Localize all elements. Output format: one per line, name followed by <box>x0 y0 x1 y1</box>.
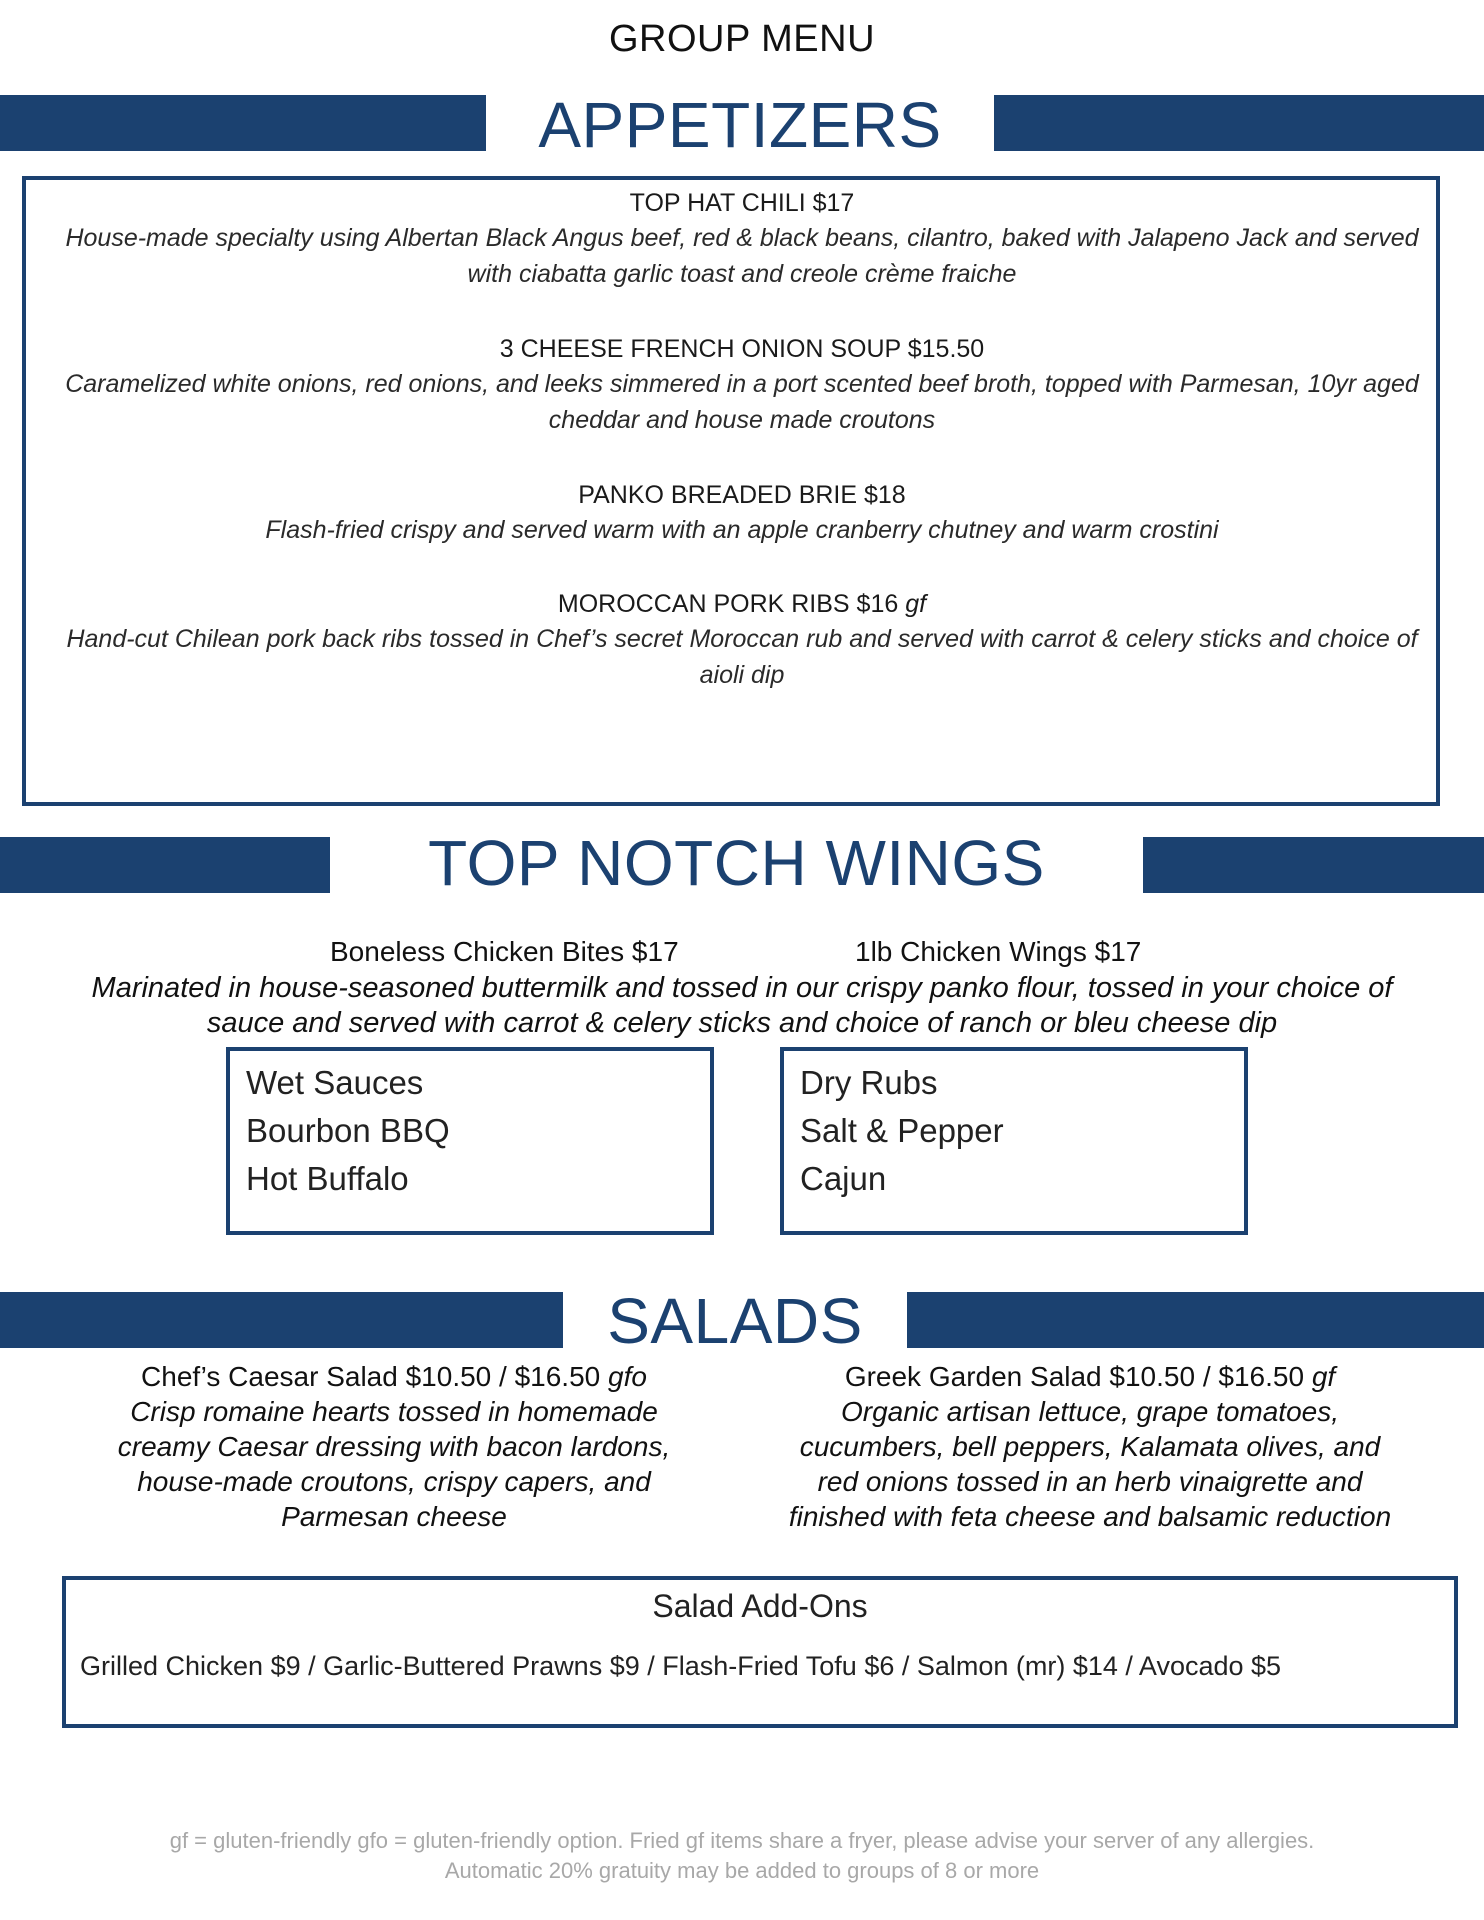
caesar-salad <box>100 1359 688 1534</box>
section-bar-left <box>0 95 486 151</box>
gluten-tag: gf <box>1311 1361 1336 1392</box>
wings-desc: Marinated in house-seasoned buttermilk and tossed in our crispy panko flour, tossed in your choice of sauce and served with carrot & celery sticks and choice of ranch or bleu cheese dip <box>91 972 1393 1039</box>
wet-sauces-title: Wet Sauces <box>246 1064 424 1101</box>
salad-desc: Crisp romaine hearts tossed in homemade creamy Caesar dressing with bacon lardons, house-made croutons, crispy capers, and Parmesan cheese <box>117 1396 671 1532</box>
chicken-wings-title: 1lb Chicken Wings $17 <box>855 936 1142 967</box>
appetizer-item <box>58 332 1426 438</box>
item-desc: Flash-fried crispy and served warm with an apple cranberry chutney and warm crostini <box>265 516 1219 544</box>
gluten-tag: gfo <box>608 1361 647 1392</box>
item-desc: House-made specialty using Albertan Black Angus beef, red & black beans, cilantro, baked with Jalapeno Jack and served with ciabatta garlic toast and creole crème fraiche <box>65 224 1419 288</box>
item-name-row <box>58 587 1426 621</box>
item-name: TOP HAT CHILI $17 <box>629 189 855 217</box>
wings-heading: TOP NOTCH WINGS <box>428 827 1045 899</box>
allergy-note: gf = gluten-friendly gfo = gluten-friendly option. Fried gf items share a fryer, please advise your server of any allergies. <box>169 1828 1315 1853</box>
page-title: GROUP MENU <box>608 18 876 60</box>
item-desc: Caramelized white onions, red onions, and leeks simmered in a port scented beef broth, topped with Parmesan, 10yr aged cheddar and house made croutons <box>65 370 1419 434</box>
appetizer-item <box>58 587 1426 693</box>
salad-name-row <box>780 1359 1400 1394</box>
gratuity-note: Automatic 20% gratuity may be added to groups of 8 or more <box>444 1858 1040 1883</box>
salad-name-row <box>100 1359 688 1394</box>
appetizer-item <box>40 478 1444 548</box>
rub-item: Cajun <box>800 1160 887 1197</box>
addons-list: Grilled Chicken $9 / Garlic-Buttered Prawns $9 / Flash-Fried Tofu $6 / Salmon (mr) $14 / Avocado $5 <box>80 1651 1282 1681</box>
addons-title: Salad Add-Ons <box>652 1588 868 1624</box>
section-bar-right <box>994 95 1484 151</box>
item-desc: Hand-cut Chilean pork back ribs tossed in Chef’s secret Moroccan rub and served with carrot & celery sticks and choice of aioli dip <box>66 625 1418 689</box>
greek-salad <box>780 1359 1400 1534</box>
gluten-tag: gf <box>905 590 927 618</box>
appetizer-item <box>40 186 1444 292</box>
salad-name: Greek Garden Salad $10.50 / $16.50 <box>844 1361 1305 1392</box>
salad-addons-box <box>62 1576 1458 1728</box>
item-name: 3 CHEESE FRENCH ONION SOUP $15.50 <box>499 335 985 363</box>
sauce-item: Bourbon BBQ <box>246 1112 450 1149</box>
section-bar-right <box>907 1292 1484 1348</box>
boneless-bites-title: Boneless Chicken Bites $17 <box>330 936 679 967</box>
item-name: PANKO BREADED BRIE $18 <box>578 481 906 509</box>
sauce-item: Hot Buffalo <box>246 1160 409 1197</box>
section-bar-right <box>1143 837 1484 893</box>
wet-sauces-box <box>226 1047 714 1235</box>
salad-desc: Organic artisan lettuce, grape tomatoes, cucumbers, bell peppers, Kalamata olives, and red onions tossed in an herb vinaigrette and finished with feta cheese and balsamic reduction <box>788 1396 1392 1532</box>
salad-name: Chef’s Caesar Salad $10.50 / $16.50 <box>141 1361 601 1392</box>
dry-rubs-title: Dry Rubs <box>800 1064 938 1101</box>
section-bar-left <box>0 837 330 893</box>
salads-heading: SALADS <box>607 1285 863 1357</box>
rub-item: Salt & Pepper <box>800 1112 1004 1149</box>
section-bar-left <box>0 1292 563 1348</box>
item-name: MOROCCAN PORK RIBS $16 <box>557 590 899 618</box>
appetizers-heading: APPETIZERS <box>538 89 942 161</box>
dry-rubs-box <box>780 1047 1248 1235</box>
